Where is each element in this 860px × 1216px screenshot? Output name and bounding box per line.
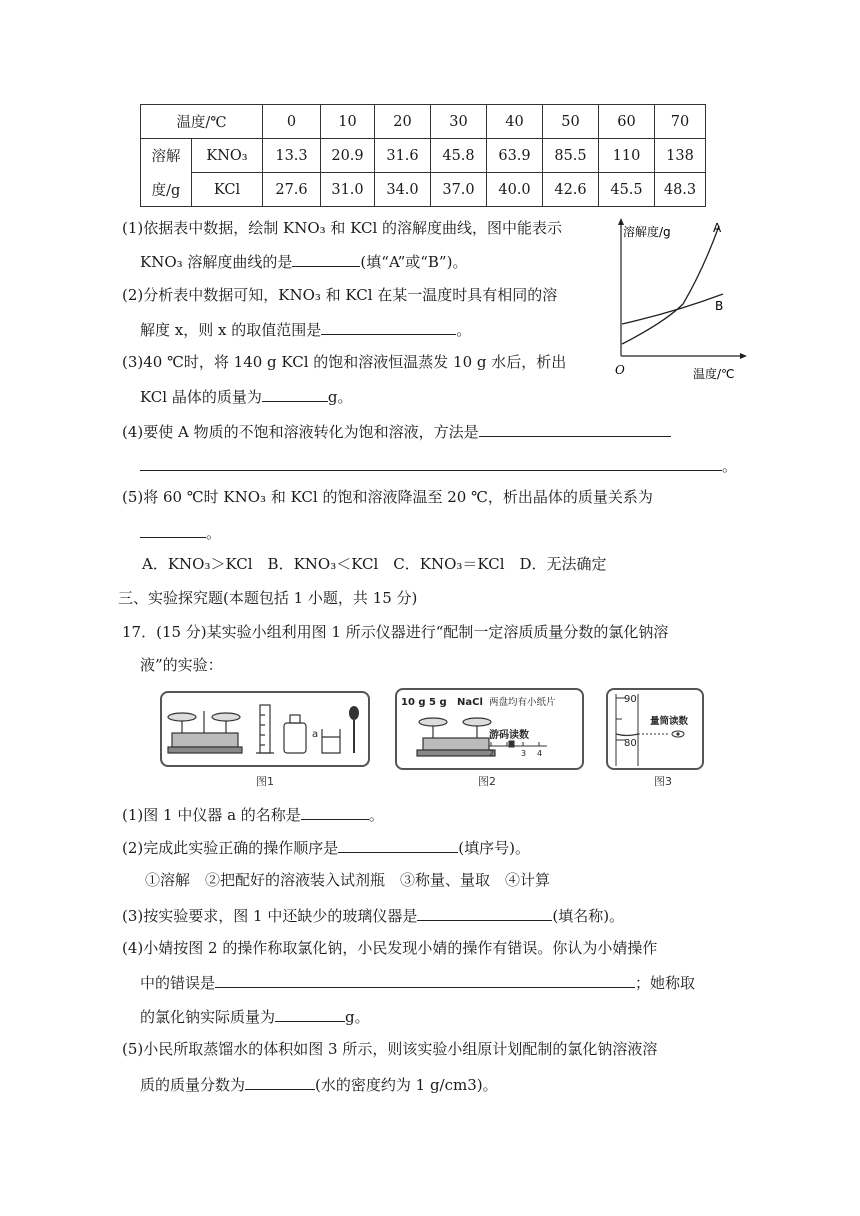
curve-b xyxy=(622,294,723,324)
table-cell: 13.3 xyxy=(263,139,321,173)
text: 解度 x，则 x 的取值范围是 xyxy=(140,321,322,339)
mark-90: 90 xyxy=(624,694,637,705)
q16-part2-line1: (2)分析表中数据可知，KNO₃ 和 KCl 在某一温度时具有相同的溶 xyxy=(122,286,558,304)
text: (填“A”或“B”)。 xyxy=(360,253,468,271)
table-header-cell: 70 xyxy=(655,105,706,139)
table-cell: 37.0 xyxy=(431,173,487,207)
nacl-label: NaCl xyxy=(457,697,483,708)
text: ；她称取 xyxy=(635,974,696,992)
answer-blank[interactable] xyxy=(245,1073,315,1090)
answer-blank[interactable] xyxy=(292,250,360,267)
table-cell: 110 xyxy=(599,139,655,173)
row-name: KCl xyxy=(192,173,263,207)
beaker-icon xyxy=(322,729,340,753)
text: KCl 晶体的质量为 xyxy=(140,388,262,406)
reading-label: 量筒读数 xyxy=(650,716,689,727)
table-cell: 85.5 xyxy=(543,139,599,173)
instrument-a-label: a xyxy=(312,729,319,740)
figure-3-caption: 图3 xyxy=(654,775,672,788)
scale-tick: 3 xyxy=(521,749,527,758)
balance-icon xyxy=(168,711,242,753)
figure-2-art xyxy=(397,690,582,768)
dropper-icon xyxy=(349,706,359,753)
mark-80: 80 xyxy=(624,738,637,749)
table-header-cell: 20 xyxy=(375,105,431,139)
answer-blank[interactable] xyxy=(417,904,552,921)
text: (4)要使 A 物质的不饱和溶液转化为饱和溶液，方法是 xyxy=(122,423,479,441)
table-cell: 63.9 xyxy=(487,139,543,173)
q16-options: A．KNO₃＞KCl B．KNO₃＜KCl C．KNO₃＝KCl D．无法确定 xyxy=(142,555,607,573)
table-header-cell: 10 xyxy=(321,105,375,139)
q16-part5-line2 xyxy=(140,521,221,543)
text: (填名称)。 xyxy=(552,907,625,925)
figure-1-caption: 图1 xyxy=(256,775,274,788)
table-row xyxy=(141,173,706,207)
solubility-table xyxy=(140,104,706,207)
figure-2-caption: 图2 xyxy=(478,775,496,788)
q16-part5-line1: (5)将 60 ℃时 KNO₃ 和 KCl 的饱和溶液降温至 20 ℃，析出晶体的质量关系为 xyxy=(122,488,653,506)
q17-part4-line3 xyxy=(140,1005,370,1027)
text: (2)完成此实验正确的操作顺序是 xyxy=(122,839,339,857)
answer-blank[interactable] xyxy=(140,521,206,538)
answer-blank[interactable] xyxy=(262,385,328,402)
table-cell: 34.0 xyxy=(375,173,431,207)
curve-a-label: A xyxy=(713,221,722,235)
q16-part4-line2 xyxy=(140,454,737,476)
q16-part4-line1 xyxy=(122,420,671,442)
answer-blank[interactable] xyxy=(215,971,635,988)
figure-3 xyxy=(606,688,704,770)
q17-intro-line2: 液”的实验： xyxy=(140,656,223,674)
q17-steps: ①溶解 ②把配好的溶液装入试剂瓶 ③称量、量取 ④计算 xyxy=(145,871,551,889)
q17-part5-line1: (5)小民所取蒸馏水的体积如图 3 所示，则该实验小组原计划配制的氯化钠溶液溶 xyxy=(122,1040,658,1058)
scale-tick: 4 xyxy=(537,749,543,758)
graph-xlabel: 温度/℃ xyxy=(693,367,735,381)
text: (填序号)。 xyxy=(458,839,530,857)
graph-ylabel: 溶解度/g xyxy=(623,225,671,239)
scale-tick: 2 xyxy=(489,749,495,758)
q17-part2 xyxy=(122,836,530,858)
text: 。 xyxy=(206,524,222,542)
table-cell: 31.0 xyxy=(321,173,375,207)
table-header-row xyxy=(141,105,706,139)
text: g。 xyxy=(345,1008,370,1026)
figure-3-art xyxy=(608,690,702,768)
graph-origin: O xyxy=(615,363,625,377)
q17-part5-line2 xyxy=(140,1073,498,1095)
row-label-bottom: 度/g xyxy=(141,173,192,207)
rider-label: 游码读数 xyxy=(489,730,529,741)
text: 质的质量分数为 xyxy=(140,1076,246,1094)
table-cell: 31.6 xyxy=(375,139,431,173)
row-label-top: 溶解 xyxy=(141,139,192,173)
table-header-cell: 温度/℃ xyxy=(141,105,263,139)
table-cell: 42.6 xyxy=(543,173,599,207)
figure-2 xyxy=(395,688,584,770)
table-cell: 45.8 xyxy=(431,139,487,173)
graph-axes xyxy=(618,218,747,359)
q16-part3-line1: (3)40 ℃时，将 140 g KCl 的饱和溶液恒温蒸发 10 g 水后，析出 xyxy=(122,353,567,371)
q16-part2-line2 xyxy=(140,318,471,340)
text: 中的错误是 xyxy=(140,974,216,992)
text: (水的密度约为 1 g/cm3)。 xyxy=(315,1076,498,1094)
figure-1-art xyxy=(162,693,368,765)
answer-blank[interactable] xyxy=(140,454,722,471)
table-header-cell: 60 xyxy=(599,105,655,139)
table-header-cell: 0 xyxy=(263,105,321,139)
table-row xyxy=(141,139,706,173)
answer-blank[interactable] xyxy=(338,836,458,853)
table-header-cell: 40 xyxy=(487,105,543,139)
answer-blank[interactable] xyxy=(321,318,456,335)
q17-part3 xyxy=(122,904,624,926)
answer-blank[interactable] xyxy=(301,803,369,820)
reagent-bottle-icon xyxy=(284,715,306,753)
eye-icon xyxy=(672,731,684,737)
q17-part4-line1: (4)小婧按图 2 的操作称取氯化钠，小民发现小婧的操作有错误。你认为小婧操作 xyxy=(122,939,658,957)
curve-b-label: B xyxy=(715,299,724,313)
q17-part1 xyxy=(122,803,384,825)
table-cell: 27.6 xyxy=(263,173,321,207)
text: (3)按实验要求，图 1 中还缺少的玻璃仪器是 xyxy=(122,907,418,925)
section-3-heading: 三、实验探究题(本题包括 1 小题，共 15 分) xyxy=(118,589,418,607)
balance-icon xyxy=(417,718,495,756)
q16-part3-line2 xyxy=(140,385,352,407)
table-header-cell: 50 xyxy=(543,105,599,139)
graduated-cylinder-icon xyxy=(256,705,274,753)
table-header-cell: 30 xyxy=(431,105,487,139)
curve-a xyxy=(622,226,719,344)
table-cell: 138 xyxy=(655,139,706,173)
text: g。 xyxy=(327,388,353,406)
text: (1)图 1 中仪器 a 的名称是 xyxy=(122,806,301,824)
q17-part4-line2 xyxy=(140,971,695,993)
row-name: KNO₃ xyxy=(192,139,263,173)
answer-blank[interactable] xyxy=(275,1005,345,1022)
q17-intro-line1: 17．(15 分)某实验小组利用图 1 所示仪器进行“配制一定溶质质量分数的氯化钠溶 xyxy=(122,623,669,641)
text: 。 xyxy=(456,321,472,339)
q16-part1-line2 xyxy=(140,250,467,272)
rider-scale xyxy=(489,741,547,747)
figure-1 xyxy=(160,691,370,767)
paper-note: 两盘均有小纸片 xyxy=(489,697,556,708)
table-cell: 45.5 xyxy=(599,173,655,207)
table-cell: 40.0 xyxy=(487,173,543,207)
text: KNO₃ 溶解度曲线的是 xyxy=(140,253,293,271)
text: 。 xyxy=(368,806,384,824)
text: 。 xyxy=(722,457,738,475)
table-cell: 20.9 xyxy=(321,139,375,173)
table-cell: 48.3 xyxy=(655,173,706,207)
q16-part1-line1: (1)依据表中数据，绘制 KNO₃ 和 KCl 的溶解度曲线，图中能表示 xyxy=(122,219,563,237)
solubility-graph xyxy=(605,212,755,384)
answer-blank[interactable] xyxy=(479,420,671,437)
weights-label: 10 g 5 g xyxy=(401,697,447,708)
text: 的氯化钠实际质量为 xyxy=(140,1008,276,1026)
